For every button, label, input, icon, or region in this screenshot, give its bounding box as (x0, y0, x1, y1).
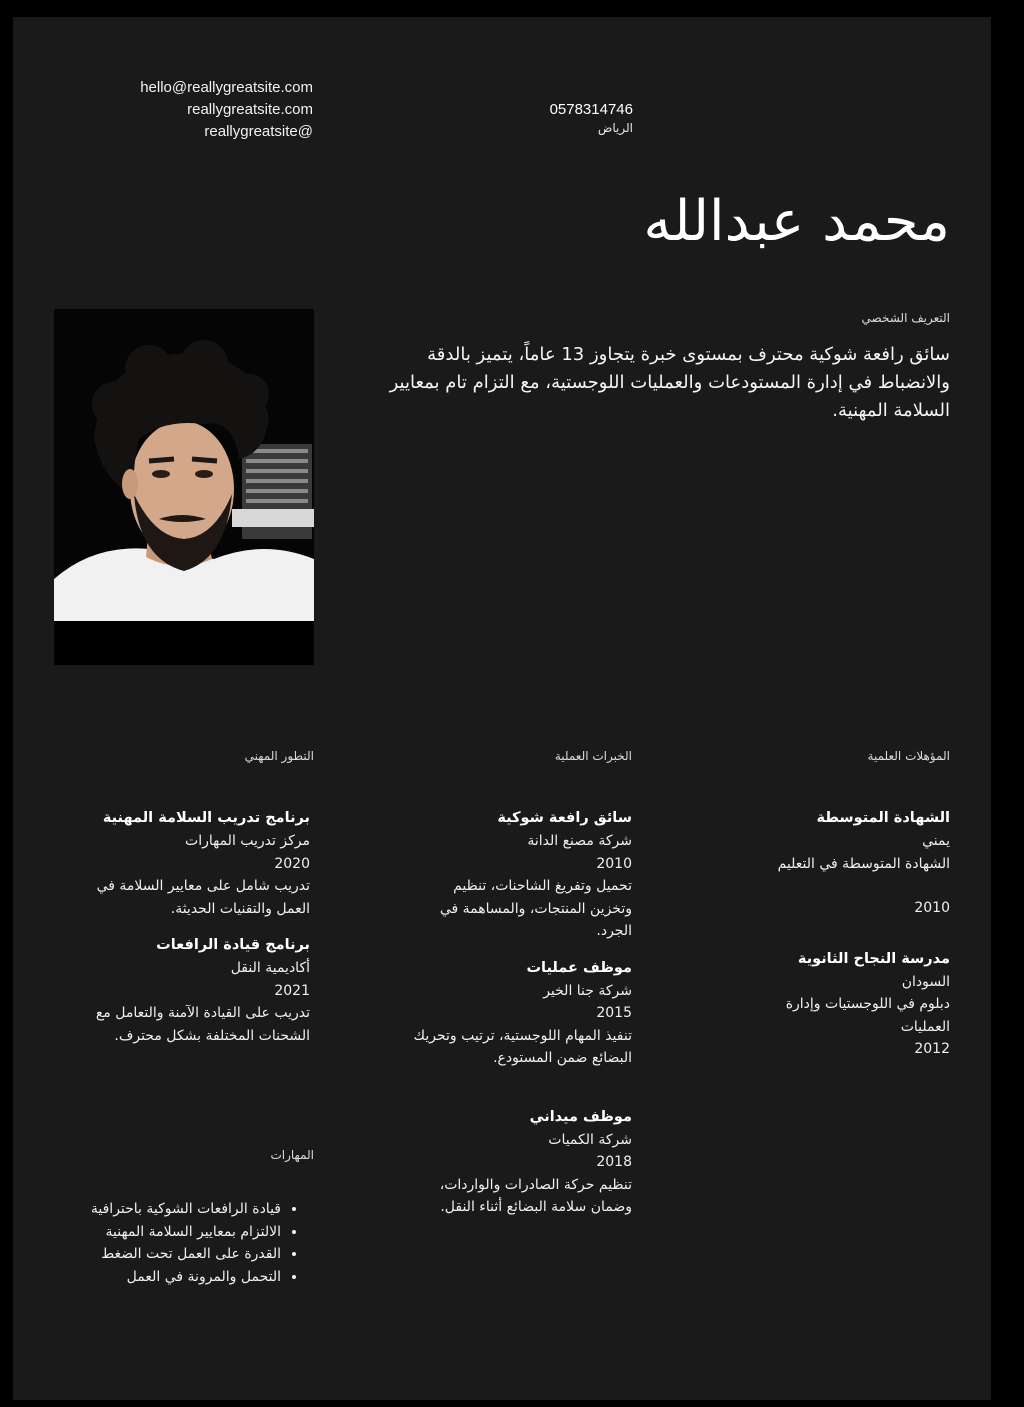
education-place: يمني (922, 833, 950, 849)
education-item (713, 948, 950, 1061)
profile-photo (54, 309, 314, 665)
experience-year: 2018 (596, 1154, 632, 1170)
skill-item: • القدرة على العمل تحت الضغط (53, 1243, 281, 1266)
contact-links (53, 77, 313, 143)
experience-list (413, 807, 632, 1233)
education-place: السودان (901, 973, 950, 990)
profile-text: سائق رافعة شوكية محترف بمستوى خبرة يتجاوز 13 عاماً، يتميز بالدقة والانضباط في إدارة المستودعات والعمليات اللوجستية، مع التزام تام بمعايير السلامة المهنية. (389, 344, 950, 421)
education-degree: دبلوم في اللوجستيات وإدارة العمليات (785, 996, 950, 1035)
experience-item (413, 957, 632, 1070)
experience-company: شركة الكميات (548, 1131, 632, 1148)
experience-company: شركة جنا الخير (543, 982, 632, 999)
experience-label: الخبرات العملية (554, 749, 632, 763)
experience-title: موظف ميداني (529, 1108, 632, 1125)
development-year: 2020 (274, 855, 310, 872)
education-title: الشهادة المتوسطة (816, 810, 950, 826)
profile-label: التعريف الشخصي (861, 311, 950, 325)
skills-block (53, 1198, 303, 1288)
experience-desc: تنفيذ المهام اللوجستية، ترتيب وتحريك البضائع ضمن المستودع. (413, 1027, 632, 1066)
skill-item: • التحمل والمرونة في العمل (53, 1266, 281, 1289)
education-list (713, 807, 950, 1075)
education-degree: الشهادة المتوسطة في التعليم (777, 855, 950, 872)
city: الرياض (597, 121, 633, 135)
experience-company: شركة مصنع الدانة (527, 833, 632, 849)
development-year: 2021 (274, 982, 310, 999)
education-title: مدرسة النجاح الثانوية (797, 950, 950, 967)
education-label: المؤهلات العلمية (867, 749, 950, 763)
experience-desc: تحميل وتفريغ الشاحنات، تنظيم وتخزين المنتجات، والمساهمة في الجرد. (439, 878, 632, 939)
experience-year: 2015 (596, 1005, 632, 1021)
development-org: أكاديمية النقل (230, 960, 310, 976)
development-item (73, 807, 310, 920)
experience-title: موظف عمليات (526, 959, 632, 976)
experience-year: 2010 (596, 855, 632, 872)
development-desc: تدريب شامل على معايير السلامة في العمل والتقنيات الحديثة. (96, 878, 310, 917)
skills-label: المهارات (270, 1148, 314, 1162)
development-list (73, 807, 310, 1061)
education-item (713, 807, 950, 920)
development-desc: تدريب على القيادة الآمنة والتعامل مع الشحنات المختلفة بشكل محترف. (95, 1005, 310, 1044)
phone[interactable]: 0578314746 (549, 101, 633, 118)
experience-desc: تنظيم حركة الصادرات والواردات، وضمان سلامة البضائع أثناء النقل. (439, 1176, 632, 1215)
development-title: برنامج قيادة الرافعات (156, 937, 310, 953)
social-handle[interactable]: reallygreatsite@ (204, 123, 313, 140)
development-title: برنامج تدريب السلامة المهنية (102, 810, 310, 826)
skill-item: • قيادة الرافعات الشوكية باحترافية (53, 1198, 281, 1221)
phone-city (433, 99, 633, 135)
development-org: مركز تدريب المهارات (185, 833, 310, 849)
skill-item: • الالتزام بمعايير السلامة المهنية (53, 1221, 281, 1244)
full-name: محمد عبدالله (643, 189, 950, 254)
development-label: التطور المهني (244, 749, 314, 763)
website[interactable]: reallygreatsite.com (187, 101, 313, 118)
development-item (73, 934, 310, 1047)
experience-title: سائق رافعة شوكية (497, 810, 632, 826)
avatar-illustration (54, 309, 314, 665)
experience-item (413, 807, 632, 943)
education-year: 2012 (914, 1041, 950, 1057)
resume-page (13, 17, 991, 1400)
skills-list (53, 1198, 303, 1288)
education-year: 2010 (914, 900, 950, 916)
experience-item (413, 1106, 632, 1219)
email[interactable]: hello@reallygreatsite.com (140, 79, 313, 96)
